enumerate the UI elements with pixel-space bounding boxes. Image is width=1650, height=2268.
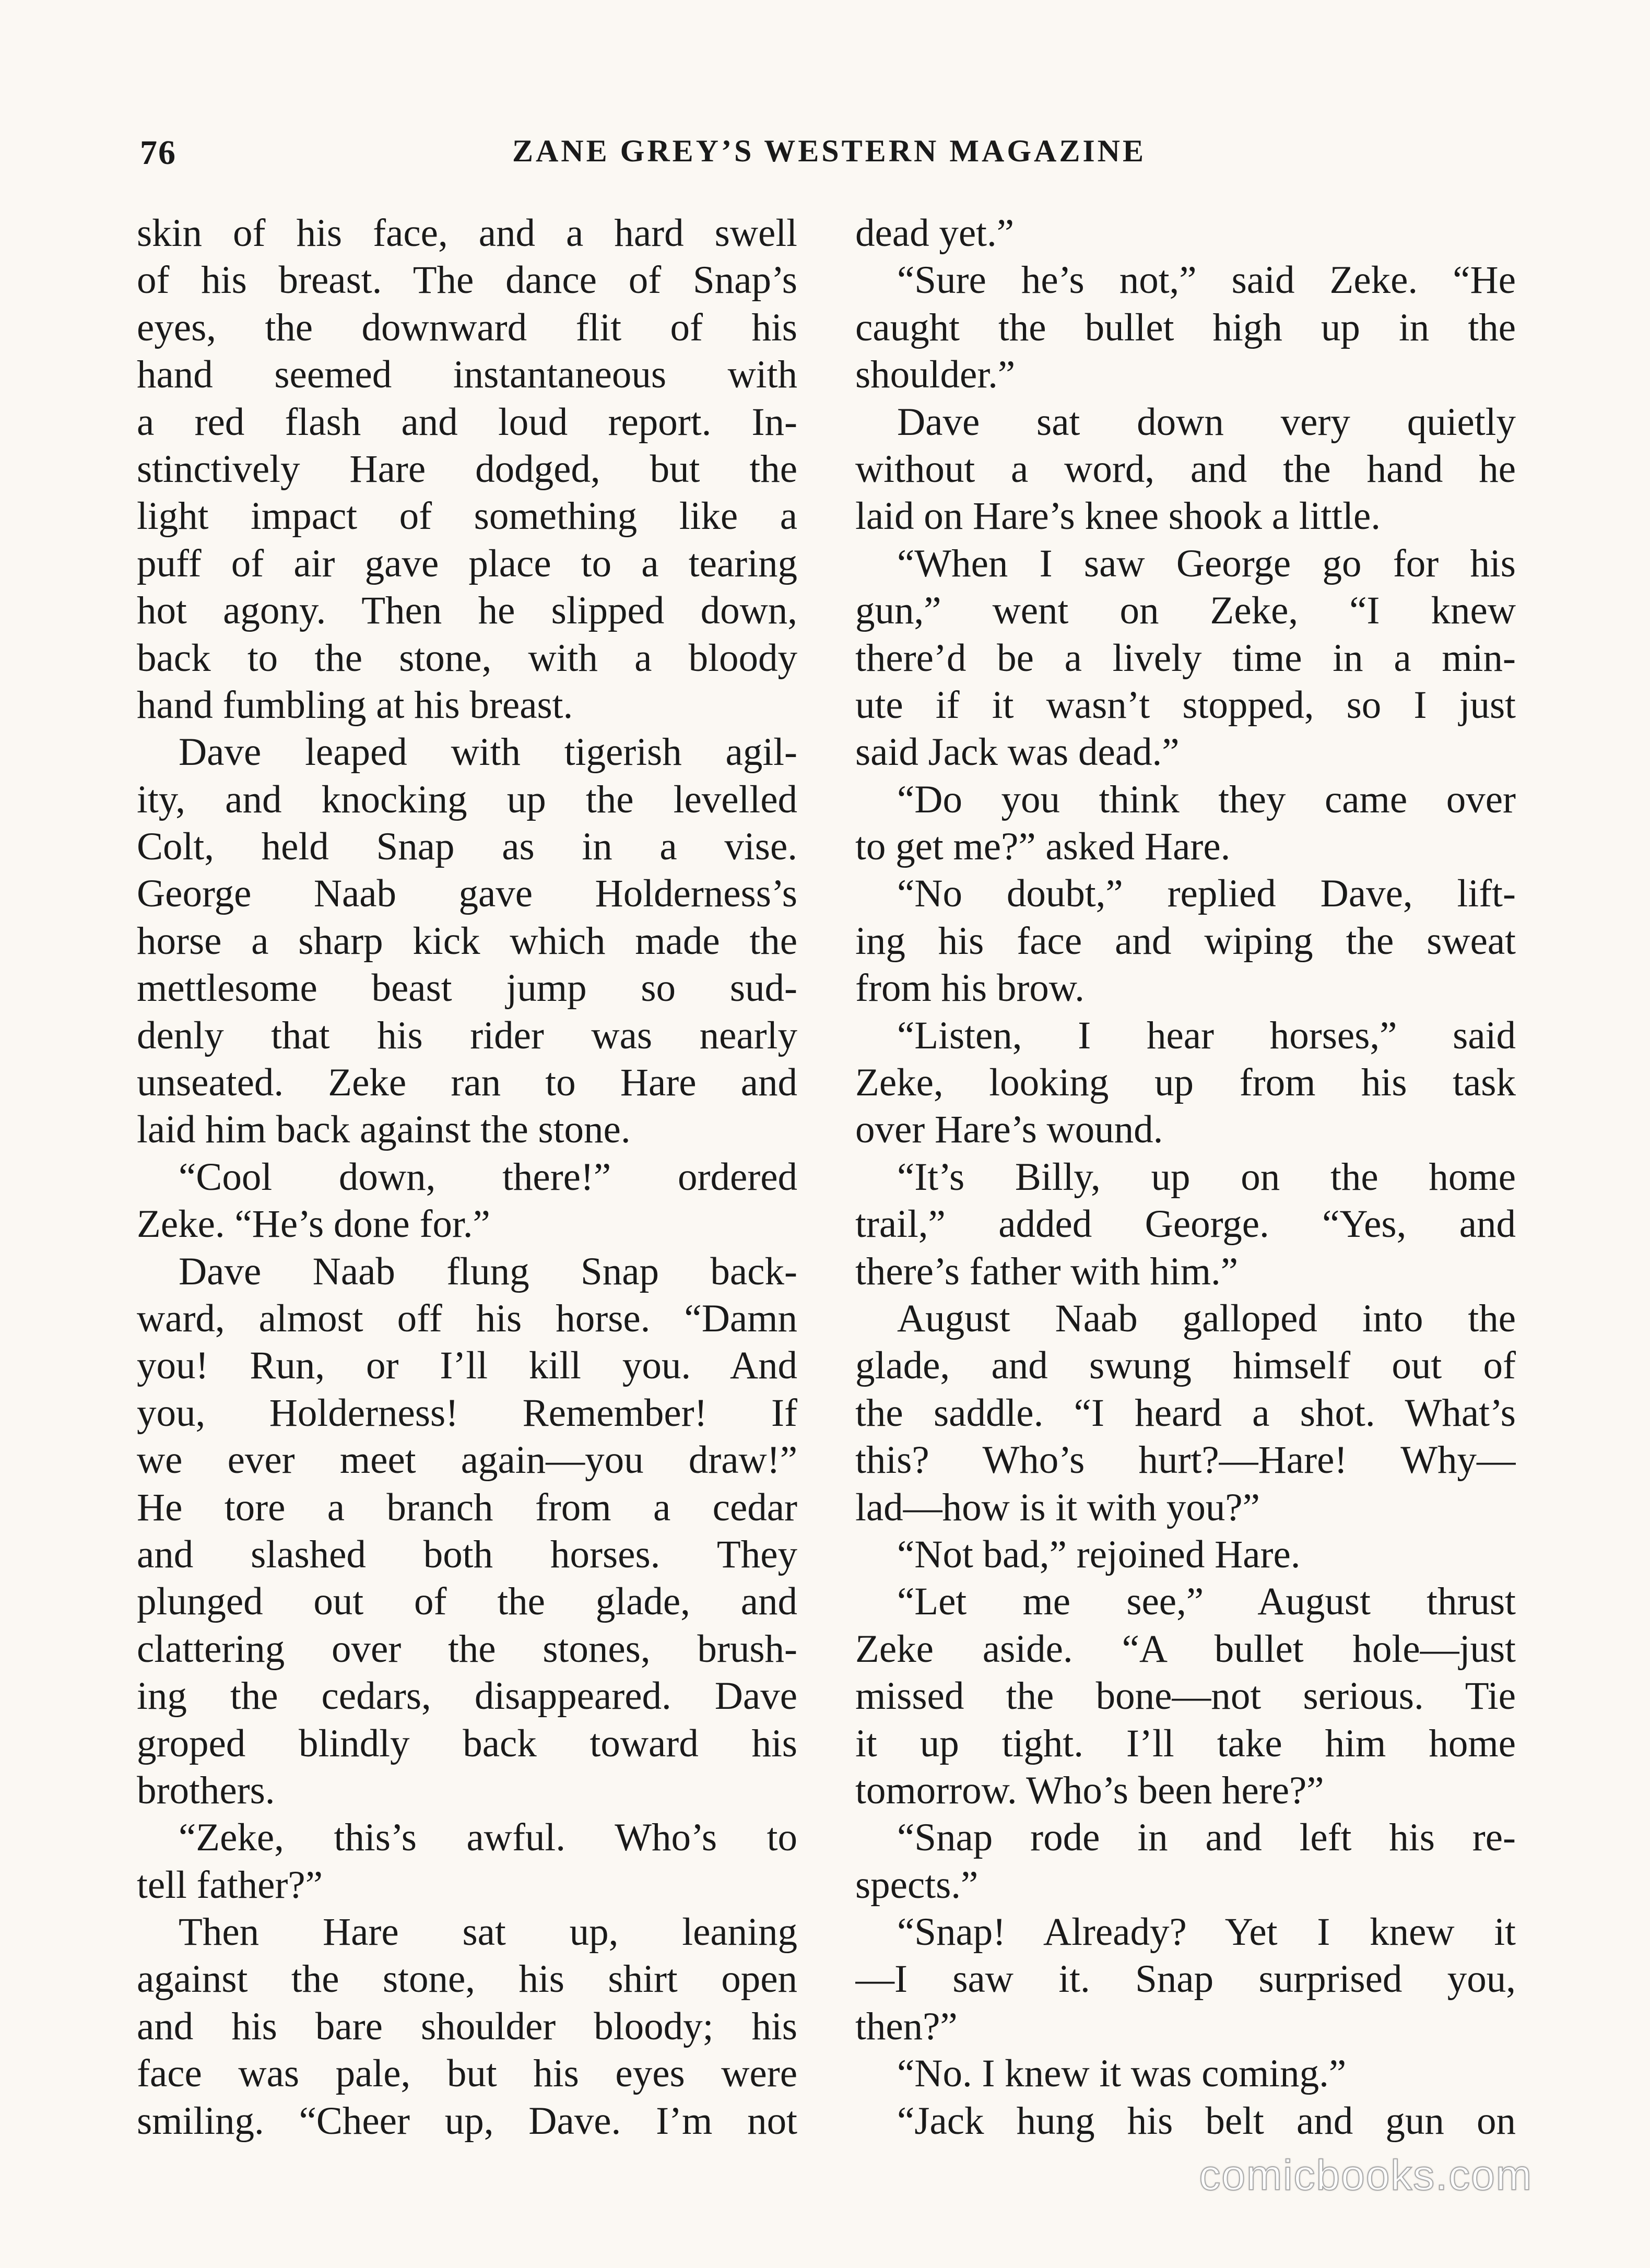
text-line: there’d be a lively time in a min-	[855, 636, 1516, 680]
text-line: hand seemed instantaneous with	[137, 353, 797, 397]
text-line: missed the bone—not serious. Tie	[855, 1674, 1516, 1718]
text-line: hand fumbling at his breast.	[137, 683, 573, 727]
text-line: back to the stone, with a bloody	[137, 636, 797, 680]
text-line: denly that his rider was nearly	[137, 1013, 797, 1057]
text-line: ing his face and wiping the sweat	[855, 919, 1516, 963]
text-line: laid him back against the stone.	[137, 1108, 631, 1152]
text-line: ute if it wasn’t stopped, so I just	[855, 683, 1516, 727]
text-line: stinctively Hare dodged, but the	[137, 447, 797, 491]
text-line: George Naab gave Holderness’s	[137, 872, 797, 916]
text-line: laid on Hare’s knee shook a little.	[855, 494, 1381, 538]
text-line: —I saw it. Snap surprised you,	[855, 1957, 1516, 2001]
text-line: tomorrow. Who’s been here?”	[855, 1768, 1324, 1812]
text-line: a red flash and loud report. In-	[137, 400, 797, 444]
text-line: “Not bad,” rejoined Hare.	[897, 1532, 1301, 1576]
running-title: ZANE GREY’S WESTERN MAGAZINE	[512, 134, 1147, 168]
page-number: 76	[140, 134, 176, 172]
text-line: ity, and knocking up the levelled	[137, 777, 797, 821]
text-line: “No doubt,” replied Dave, lift-	[897, 872, 1516, 916]
text-line: “It’s Billy, up on the home	[897, 1155, 1516, 1199]
text-line: hot agony. Then he slipped down,	[137, 589, 797, 633]
text-line: gun,” went on Zeke, “I knew	[855, 589, 1516, 633]
text-line: August Naab galloped into the	[897, 1296, 1516, 1340]
text-line: “Zeke, this’s awful. Who’s to	[179, 1816, 797, 1860]
text-line: mettlesome beast jump so sud-	[137, 966, 797, 1010]
text-line: said Jack was dead.”	[855, 730, 1180, 774]
text-line: eyes, the downward flit of his	[137, 305, 797, 349]
text-line: tell father?”	[137, 1863, 323, 1907]
text-line: glade, and swung himself out of	[855, 1344, 1516, 1388]
text-line: Zeke aside. “A bullet hole—just	[855, 1627, 1516, 1671]
text-line: spects.”	[855, 1863, 979, 1907]
text-line: “Do you think they came over	[897, 777, 1516, 821]
text-line: unseated. Zeke ran to Hare and	[137, 1061, 797, 1105]
text-line: Dave leaped with tigerish agil-	[179, 730, 797, 774]
text-line: this? Who’s hurt?—Hare! Why—	[855, 1438, 1516, 1482]
text-line: ing the cedars, disappeared. Dave	[137, 1674, 797, 1718]
text-line: plunged out of the glade, and	[137, 1580, 797, 1624]
text-line: you! Run, or I’ll kill you. And	[137, 1344, 797, 1388]
text-line: horse a sharp kick which made the	[137, 919, 797, 963]
text-line: He tore a branch from a cedar	[137, 1485, 797, 1529]
text-line: brothers.	[137, 1768, 275, 1812]
text-line: we ever meet again—you draw!”	[137, 1438, 797, 1482]
left-text-column	[137, 210, 797, 2145]
page-header	[140, 133, 1518, 185]
text-line: dead yet.”	[855, 211, 1014, 255]
text-line: clattering over the stones, brush-	[137, 1627, 797, 1671]
text-line: groped blindly back toward his	[137, 1721, 797, 1765]
text-line: Colt, held Snap as in a vise.	[137, 825, 797, 869]
text-line: Then Hare sat up, leaning	[179, 1910, 797, 1954]
text-line: smiling. “Cheer up, Dave. I’m not	[137, 2099, 797, 2143]
text-line: light impact of something like a	[137, 494, 797, 538]
text-line: “Let me see,” August thrust	[897, 1580, 1516, 1624]
text-line: Zeke, looking up from his task	[855, 1061, 1516, 1105]
text-line: the saddle. “I heard a shot. What’s	[855, 1391, 1516, 1435]
text-line: to get me?” asked Hare.	[855, 825, 1231, 869]
text-line: caught the bullet high up in the	[855, 305, 1516, 349]
text-line: then?”	[855, 2004, 958, 2048]
text-line: Dave Naab flung Snap back-	[179, 1249, 797, 1293]
text-line: “Cool down, there!” ordered	[179, 1155, 797, 1199]
text-line: and slashed both horses. They	[137, 1532, 797, 1576]
text-line: “Jack hung his belt and gun on	[897, 2099, 1516, 2143]
text-line: over Hare’s wound.	[855, 1108, 1163, 1152]
text-line: Dave sat down very quietly	[897, 400, 1516, 444]
text-line: puff of air gave place to a tearing	[137, 541, 797, 585]
text-line: trail,” added George. “Yes, and	[855, 1202, 1516, 1246]
text-line: shoulder.”	[855, 353, 1016, 397]
watermark-logo: comicbooks.com	[1199, 2152, 1533, 2199]
text-line: “No. I knew it was coming.”	[897, 2052, 1347, 2096]
text-line: ward, almost off his horse. “Damn	[137, 1296, 797, 1340]
text-line: skin of his face, and a hard swell	[137, 211, 797, 255]
text-line: it up tight. I’ll take him home	[855, 1721, 1516, 1765]
text-line: without a word, and the hand he	[855, 447, 1516, 491]
text-line: “Snap! Already? Yet I knew it	[897, 1910, 1516, 1954]
text-line: you, Holderness! Remember! If	[137, 1391, 797, 1435]
text-line: lad—how is it with you?”	[855, 1485, 1260, 1529]
text-line: from his brow.	[855, 966, 1085, 1010]
text-line: “Listen, I hear horses,” said	[897, 1013, 1516, 1057]
text-line: “When I saw George go for his	[897, 541, 1516, 585]
text-line: and his bare shoulder bloody; his	[137, 2004, 797, 2048]
right-text-column	[855, 210, 1516, 2145]
text-line: “Snap rode in and left his re-	[897, 1816, 1516, 1860]
text-line: there’s father with him.”	[855, 1249, 1239, 1293]
text-line: “Sure he’s not,” said Zeke. “He	[897, 258, 1516, 302]
text-line: face was pale, but his eyes were	[137, 2052, 797, 2096]
text-line: of his breast. The dance of Snap’s	[137, 258, 797, 302]
text-line: Zeke. “He’s done for.”	[137, 1202, 490, 1246]
text-line: against the stone, his shirt open	[137, 1957, 797, 2001]
